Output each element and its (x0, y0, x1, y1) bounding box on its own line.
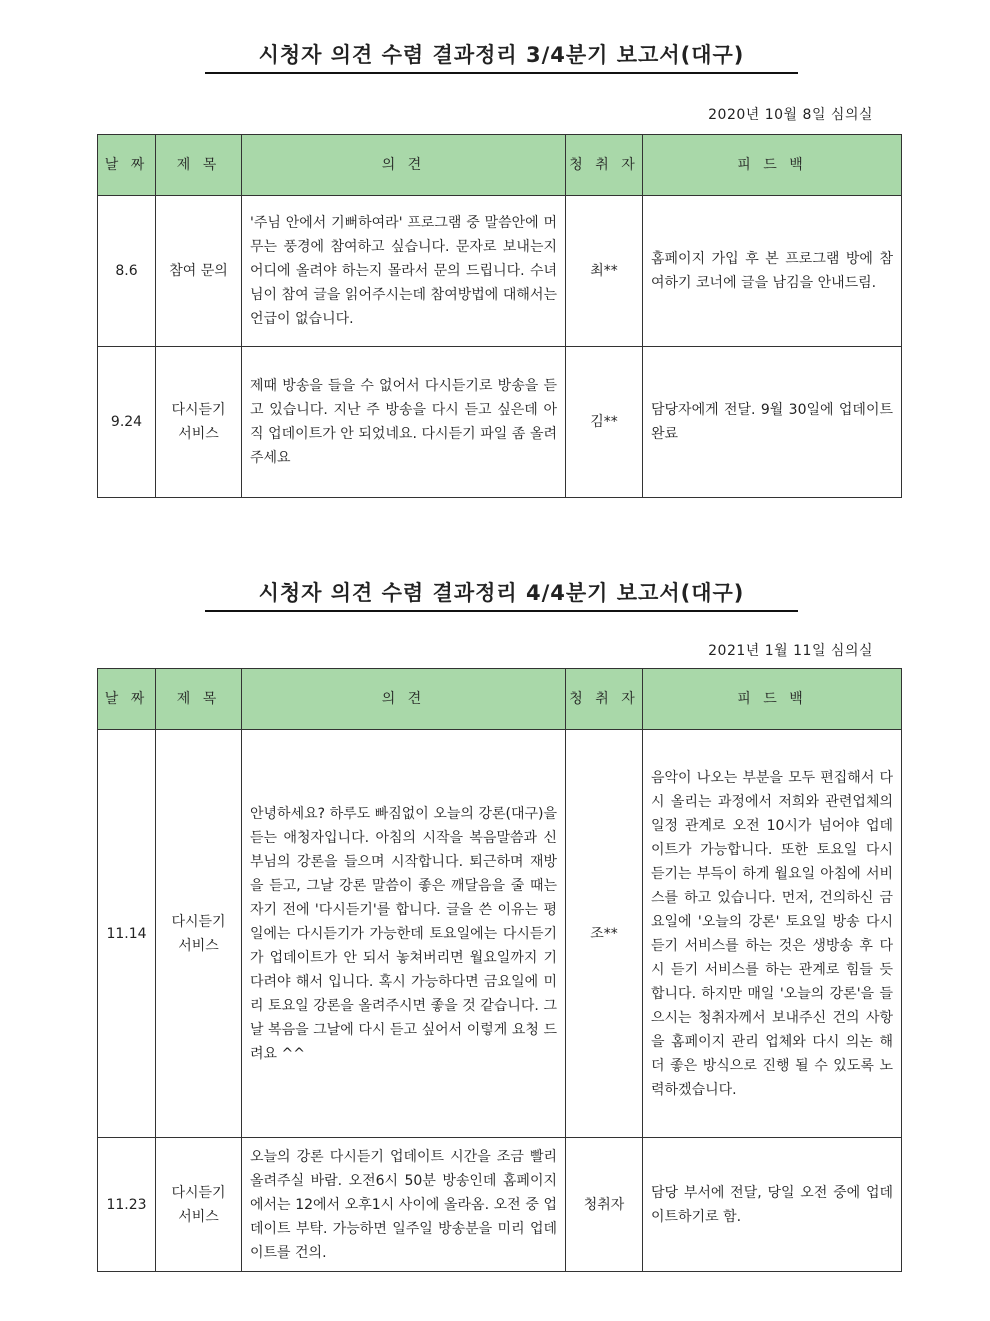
header-date: 날 짜 (98, 669, 156, 730)
cell-date: 9.24 (98, 347, 156, 498)
cell-subject: 다시듣기 서비스 (156, 347, 242, 498)
report-dateline: 2021년 1월 11일 심의실 (708, 643, 873, 659)
cell-feedback: 음악이 나오는 부분을 모두 편집해서 다시 올리는 과정에서 저희와 관련업체의 일정 관계로 오전 10시가 넘어야 업데이트가 가능합니다. 또한 토요일 다시 듣기는 부득이 하게 월요일 아침에 서비스를 하고 있습니다. 먼저, 건의하신 금요일에 '오늘의 강론' 토요일 방송 다시 듣기 서비스를 하는 것은 생방송 후 다시 듣기 서비스를 하는 관계로 힘들 듯 합니다. 하지만 매일 '오늘의 강론'을 들으시는 청취자께서 보내주신 건의 사항을 홈페이지 관리 업체와 다시 의논 해 더 좋은 방식으로 진행 될 수 있도록 노력하겠습니다. (643, 730, 902, 1138)
cell-feedback: 홈페이지 가입 후 본 프로그램 방에 참여하기 코너에 글을 남김을 안내드림. (643, 196, 902, 347)
cell-opinion: 오늘의 강론 다시듣기 업데이트 시간을 조금 빨리 올려주실 바람. 오전6시 50분 방송인데 홈페이지에서는 12에서 오후1시 사이에 올라옴. 오전 중 업데이트 부탁. 가능하면 일주일 방송분을 미리 업데이트를 건의. (242, 1138, 566, 1272)
cell-opinion: '주님 안에서 기뻐하여라' 프로그램 중 말씀안에 머무는 풍경에 참여하고 싶습니다. 문자로 보내는지 어디에 올려야 하는지 몰라서 문의 드립니다. 수녀님이 참여 글을 읽어주시는데 참여방법에 대해서는 언급이 없습니다. (242, 196, 566, 347)
cell-opinion: 제때 방송을 들을 수 없어서 다시듣기로 방송을 듣고 있습니다. 지난 주 방송을 다시 듣고 싶은데 아직 업데이트가 안 되었네요. 다시듣기 파일 좀 올려주세요 (242, 347, 566, 498)
cell-feedback: 담당 부서에 전달, 당일 오전 중에 업데이트하기로 함. (643, 1138, 902, 1272)
cell-listener: 조** (566, 730, 643, 1138)
opinion-table (97, 668, 902, 1272)
report-title: 시청자 의견 수렴 결과정리 4/4분기 보고서(대구) (205, 578, 798, 612)
header-listener: 청 취 자 (566, 135, 643, 196)
table-row (98, 730, 902, 1138)
report-title: 시청자 의견 수렴 결과정리 3/4분기 보고서(대구) (205, 40, 798, 74)
cell-subject: 참여 문의 (156, 196, 242, 347)
cell-subject: 다시듣기 서비스 (156, 1138, 242, 1272)
table-row (98, 347, 902, 498)
header-subject: 제 목 (156, 135, 242, 196)
cell-feedback: 담당자에게 전달. 9월 30일에 업데이트 완료 (643, 347, 902, 498)
table-row (98, 196, 902, 347)
header-date: 날 짜 (98, 135, 156, 196)
table-header-row (98, 669, 902, 730)
header-opinion: 의 견 (242, 669, 566, 730)
cell-listener: 청취자 (566, 1138, 643, 1272)
cell-opinion: 안녕하세요? 하루도 빠짐없이 오늘의 강론(대구)을 듣는 애청자입니다. 아침의 시작을 복음말씀과 신부님의 강론을 들으며 시작합니다. 퇴근하며 재방을 듣고, 그날 강론 말씀이 좋은 깨달음을 줄 때는 자기 전에 '다시듣기'를 합니다. 글을 쓴 이유는 평일에는 다시듣기가 가능한데 토요일에는 다시듣기가 업데이트가 안 되서 놓쳐버리면 월요일까지 기다려야 해서 입니다. 혹시 가능하다면 금요일에 미리 토요일 강론을 올려주시면 좋을 것 같습니다. 그날 복음을 그날에 다시 듣고 싶어서 이렇게 요청 드려요 ^^ (242, 730, 566, 1138)
cell-listener: 김** (566, 347, 643, 498)
report-dateline: 2020년 10월 8일 심의실 (708, 107, 873, 123)
header-subject: 제 목 (156, 669, 242, 730)
cell-date: 8.6 (98, 196, 156, 347)
header-feedback: 피 드 백 (643, 669, 902, 730)
cell-date: 11.23 (98, 1138, 156, 1272)
header-opinion: 의 견 (242, 135, 566, 196)
opinion-table (97, 134, 902, 498)
cell-listener: 최** (566, 196, 643, 347)
header-feedback: 피 드 백 (643, 135, 902, 196)
header-listener: 청 취 자 (566, 669, 643, 730)
table-row (98, 1138, 902, 1272)
cell-subject: 다시듣기 서비스 (156, 730, 242, 1138)
cell-date: 11.14 (98, 730, 156, 1138)
table-header-row (98, 135, 902, 196)
